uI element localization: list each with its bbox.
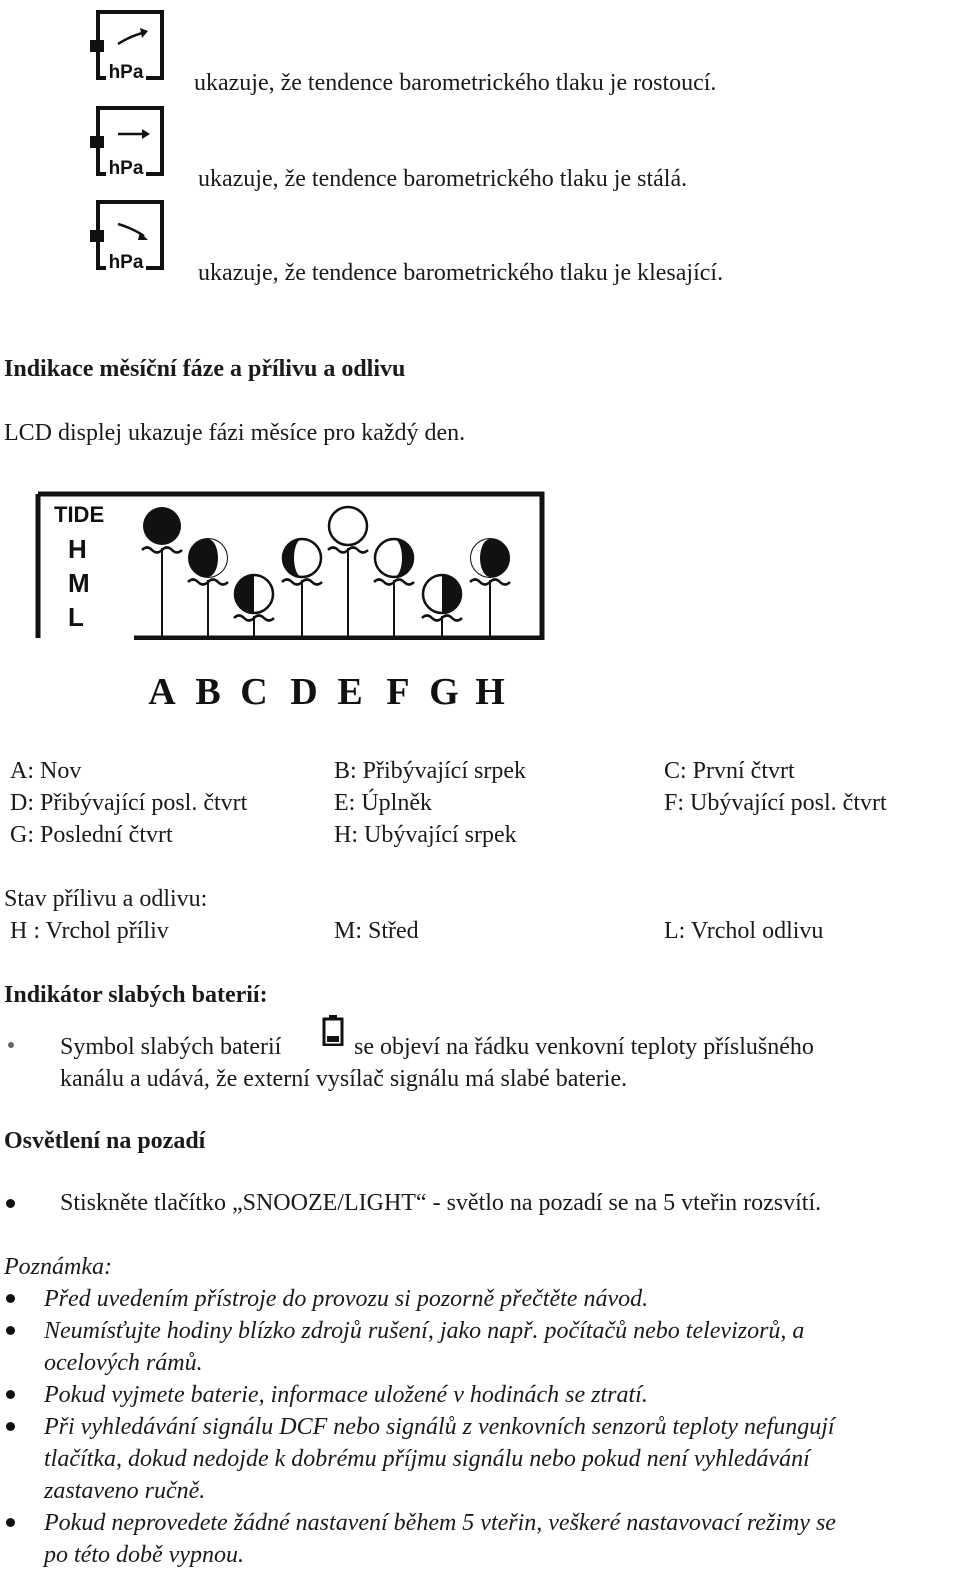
phase-letter-a: A (148, 671, 176, 713)
pressure-falling-text: ukazuje, že tendence barometrického tlaku je klesající. (198, 260, 724, 286)
note-heading: Poznámka: (4, 1254, 112, 1280)
hpa-label: hPa (108, 158, 144, 179)
battery-text-line2: kanálu a udává, že externí vysílač signálu má slabé baterie. (60, 1066, 628, 1092)
moon-section-heading: Indikace měsíční fáze a přílivu a odlivu (4, 356, 406, 382)
hpa-label: hPa (108, 62, 144, 83)
moon-phase-a (142, 507, 182, 640)
moon-phase-f (374, 539, 414, 640)
battery-heading: Indikátor slabých baterií: (4, 982, 268, 1008)
bullet (6, 1326, 15, 1335)
phase-letter-d: D (290, 671, 318, 713)
bullet (6, 1518, 15, 1527)
note-line: po této době vypnou. (44, 1542, 244, 1568)
pressure-steady-icon (88, 104, 168, 180)
moon-phase-display (34, 490, 546, 640)
phase-letter-e: E (337, 671, 363, 713)
bullet (8, 1042, 14, 1048)
bullet (6, 1294, 15, 1303)
tide-level-l: L (68, 602, 84, 632)
bullet (6, 1422, 15, 1431)
hpa-label: hPa (108, 252, 144, 273)
note-line: Před uvedením přístroje do provozu si pozorně přečtěte návod. (44, 1286, 649, 1312)
moon-phase-c (234, 575, 274, 640)
pressure-falling-icon (88, 198, 168, 274)
legend-d: D: Přibývající posl. čtvrt (10, 790, 248, 816)
note-line: Neumísťujte hodiny blízko zdrojů rušení, jako např. počítačů nebo televizorů, a (44, 1318, 805, 1344)
tide-level-h: H (68, 534, 87, 564)
pressure-rising-text: ukazuje, že tendence barometrického tlaku je rostoucí. (194, 70, 717, 96)
phase-letter-h: H (475, 671, 505, 713)
phase-letter-g: G (429, 671, 459, 713)
note-line: Pokud vyjmete baterie, informace uložené v hodinách se ztratí. (44, 1382, 648, 1408)
phase-letter-f: F (386, 671, 410, 713)
tide-item-low: L: Vrchol odlivu (664, 918, 824, 944)
note-line: Při vyhledávání signálu DCF nebo signálů z venkovních senzorů teploty nefungují (44, 1414, 835, 1440)
low-battery-icon (322, 1014, 344, 1046)
moon-phase-letters (140, 664, 520, 714)
note-line: ocelových rámů. (44, 1350, 203, 1376)
legend-f: F: Ubývající posl. čtvrt (664, 790, 887, 816)
backlight-text: Stiskněte tlačítko „SNOOZE/LIGHT“ - světlo na pozadí se na 5 vteřin rozsvítí. (60, 1190, 822, 1216)
note-line: tlačítka, dokud nedojde k dobrému příjmu signálu nebo pokud není vyhledávání (44, 1446, 810, 1472)
moon-phase-h (470, 539, 510, 640)
tide-label: TIDE (54, 502, 105, 527)
bullet (6, 1390, 15, 1399)
moon-phase-d (282, 539, 322, 640)
tide-heading: Stav přílivu a odlivu: (4, 886, 208, 912)
moon-phase-g (422, 575, 462, 640)
phase-letter-c: C (240, 671, 268, 713)
moon-phase-e (328, 507, 368, 640)
legend-h: H: Ubývající srpek (334, 822, 517, 848)
backlight-heading: Osvětlení na pozadí (4, 1128, 206, 1154)
bullet (6, 1199, 15, 1208)
legend-b: B: Přibývající srpek (334, 758, 526, 784)
legend-g: G: Poslední čtvrt (10, 822, 173, 848)
moon-phase-b (188, 539, 228, 640)
phase-letter-b: B (195, 671, 221, 713)
tide-item-mid: M: Střed (334, 918, 419, 944)
legend-c: C: První čtvrt (664, 758, 795, 784)
tide-level-m: M (68, 568, 90, 598)
battery-text-start: Symbol slabých baterií (60, 1034, 282, 1060)
moon-section-intro: LCD displej ukazuje fázi měsíce pro každý den. (4, 420, 466, 446)
pressure-steady-text: ukazuje, že tendence barometrického tlaku je stálá. (198, 166, 688, 192)
note-line: zastaveno ručně. (44, 1478, 206, 1504)
legend-e: E: Úplněk (334, 790, 432, 816)
pressure-rising-icon (88, 8, 168, 84)
legend-a: A: Nov (10, 758, 82, 784)
battery-text-end: se objeví na řádku venkovní teploty příslušného (354, 1034, 814, 1060)
tide-item-high: H : Vrchol příliv (10, 918, 169, 944)
note-line: Pokud neprovedete žádné nastavení během 5 vteřin, veškeré nastavovací režimy se (44, 1510, 836, 1536)
